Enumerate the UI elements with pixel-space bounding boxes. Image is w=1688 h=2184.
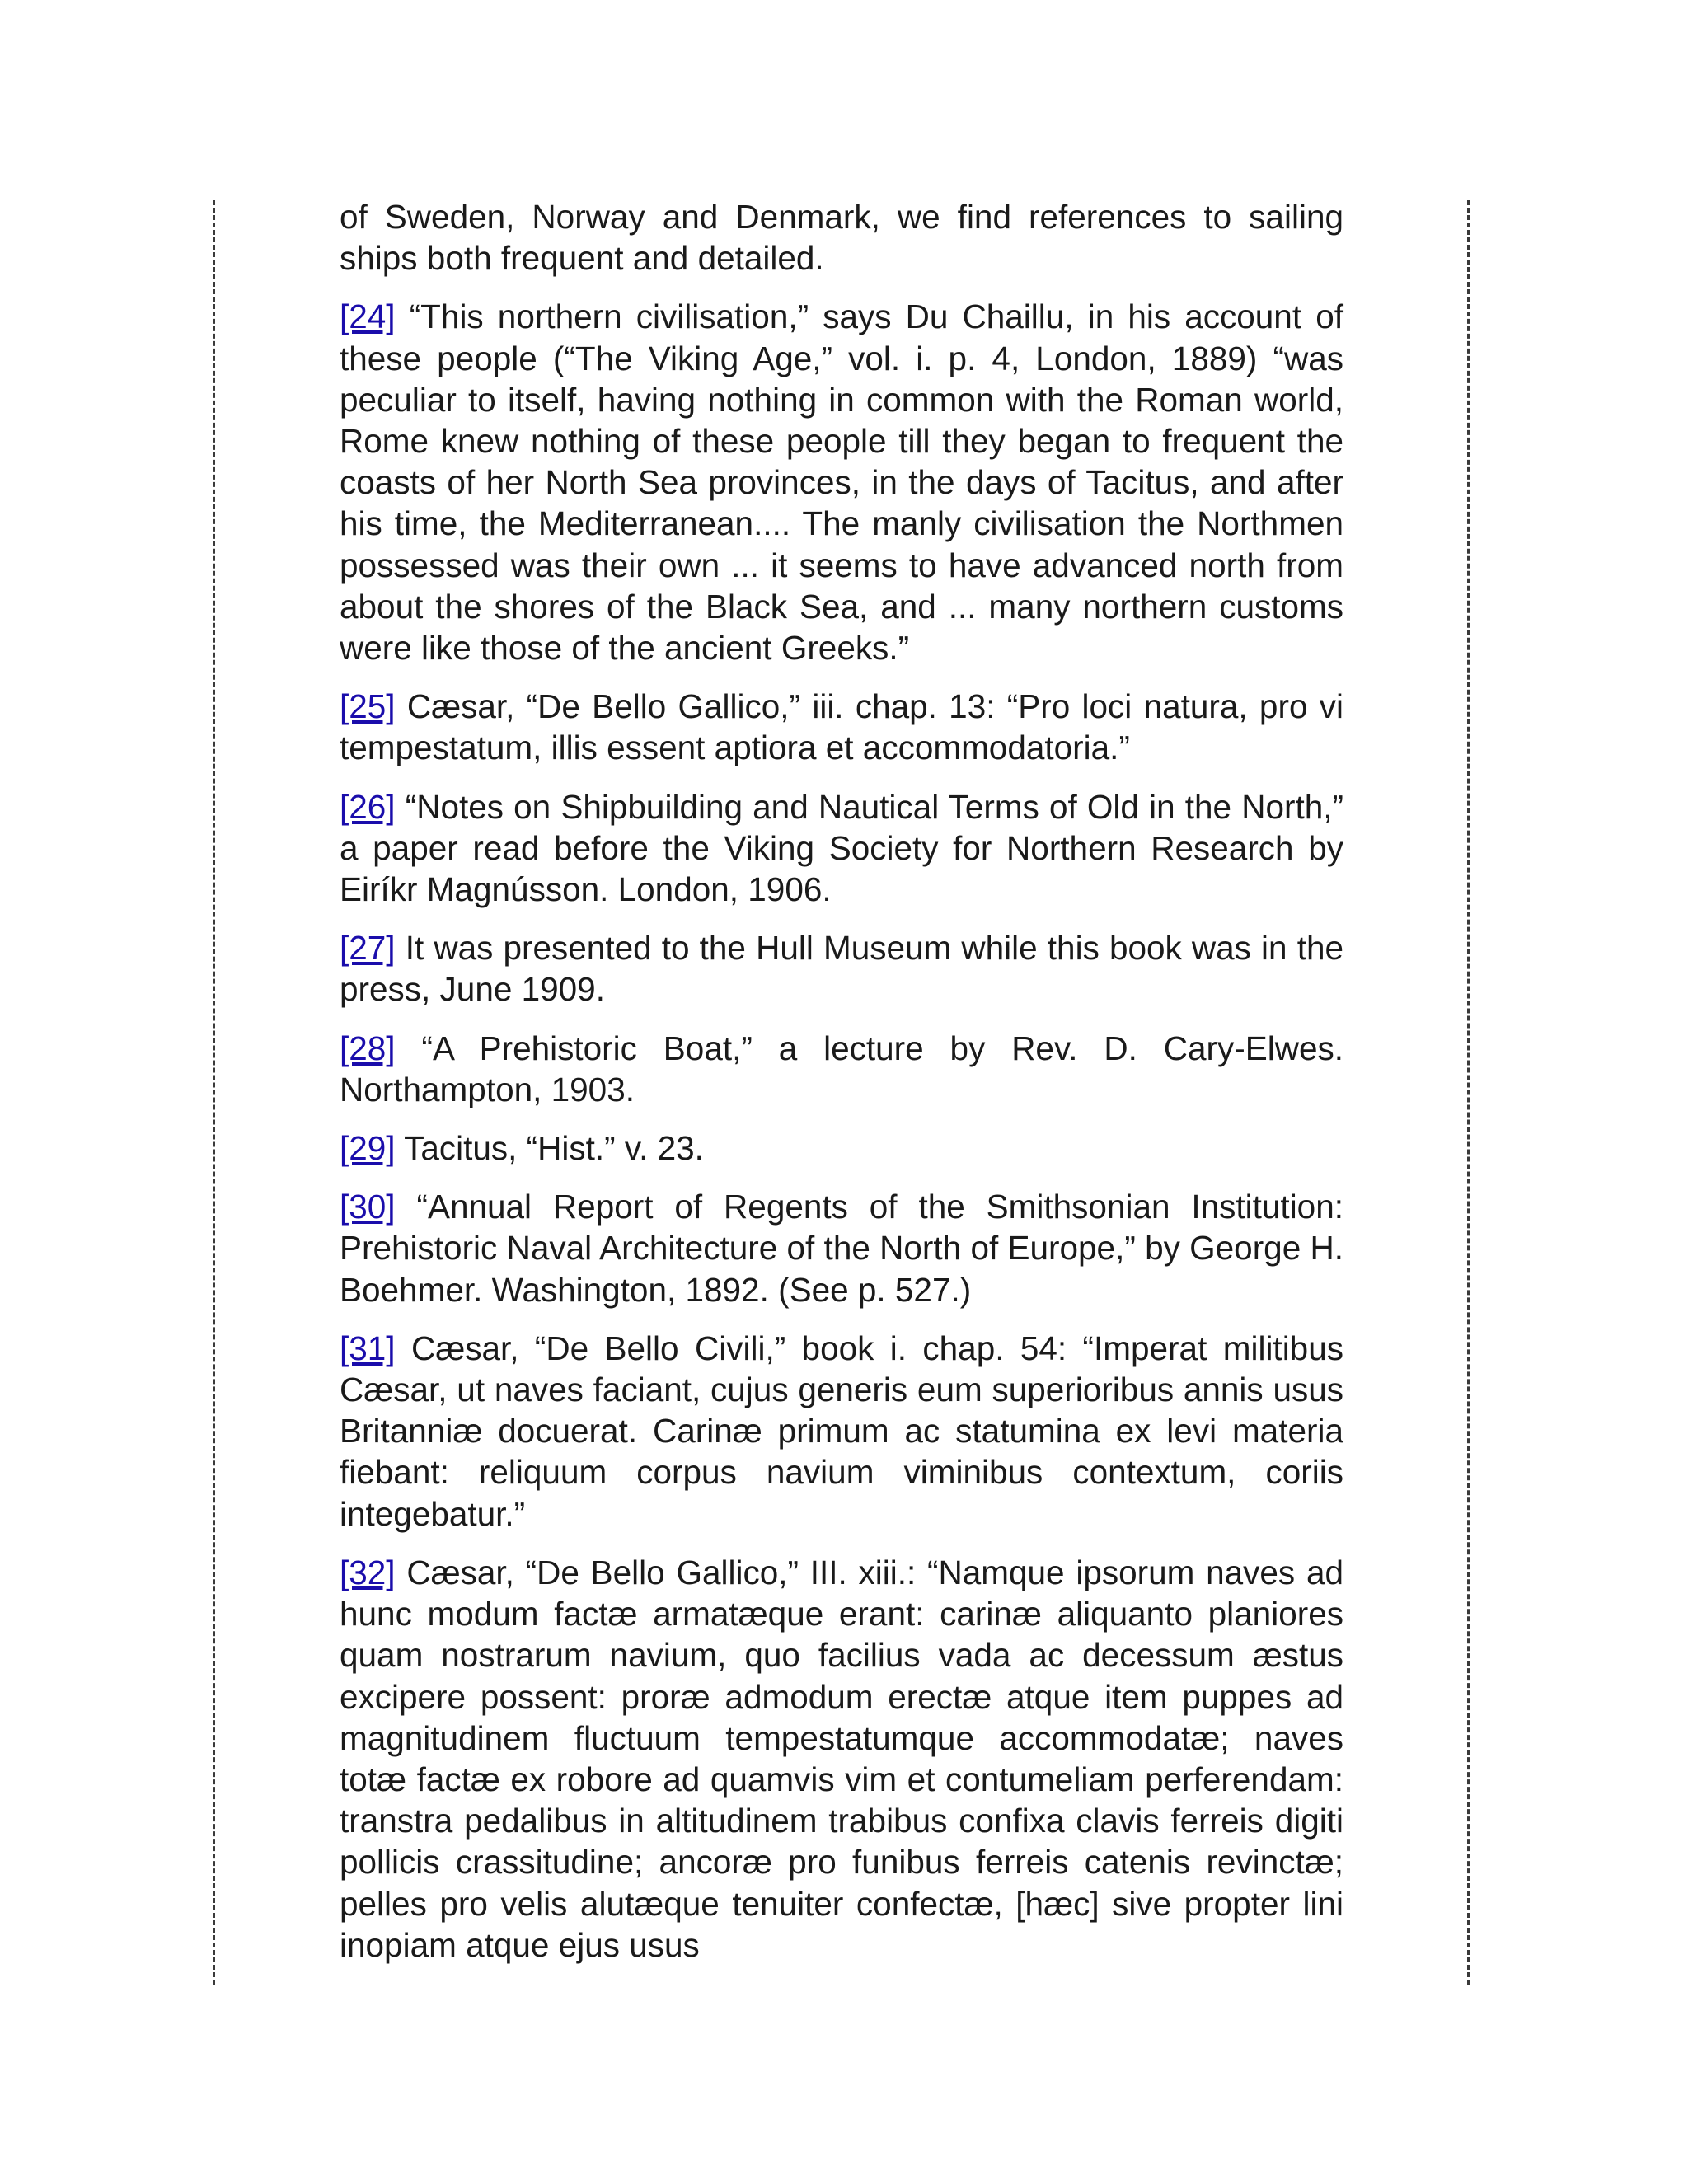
footnote-24 [340,296,1343,668]
footnote-ref-link[interactable]: [31] [340,1329,396,1367]
footnote-ref-link[interactable]: [30] [340,1188,396,1226]
footnote-continuation [340,196,1343,279]
footnote-text: Cæsar, “De Bello Gallico,” iii. chap. 13: “Pro loci natura, pro vi tempestatum, illis essent aptiora et accommodatoria.” [340,687,1343,767]
footnote-ref-link[interactable]: [32] [340,1553,396,1591]
footnote-32 [340,1552,1343,1966]
footnote-30 [340,1186,1343,1310]
footnote-text: “This northern civilisation,” says Du Chaillu, in his account of these people (“The Viking Age,” vol. i. p. 4, London, 1889) “was peculiar to itself, having nothing in common with the Roman world, Rome knew nothing of these people till they began to frequent the coasts of her North Sea provinces, in the days of Tacitus, and after his time, the Mediterranean.... The manly civilisation the Northmen possessed was their own ... it seems to have advanced north from about the shores of the Black Sea, and ... many northern customs were like those of the ancient Greeks.” [340,298,1343,668]
page-border-right [1467,200,1470,1985]
footnote-27 [340,927,1343,1010]
footnote-text: “A Prehistoric Boat,” a lecture by Rev. D. Cary-Elwes. Northampton, 1903. [340,1029,1343,1108]
footnote-text: It was presented to the Hull Museum while this book was in the press, June 1909. [340,929,1343,1009]
footnote-ref-link[interactable]: [26] [340,787,396,826]
footnote-ref-link[interactable]: [25] [340,687,396,726]
footnote-text: Cæsar, “De Bello Civili,” book i. chap. 54: “Imperat militibus Cæsar, ut naves faciant, cujus generis eum superioribus annis usus Britanniæ docuerat. Carinæ primum ac statumina ex levi materia fiebant: reliquum corpus navium viminibus contextum, coriis integebatur.” [340,1329,1343,1533]
footnote-28 [340,1028,1343,1110]
footnote-31 [340,1328,1343,1535]
footnote-text: Cæsar, “De Bello Gallico,” III. xiii.: “Namque ipsorum naves ad hunc modum factæ armatæque erant: carinæ aliquanto planiores quam nostrarum navium, quo facilius vada ac decessum æstus excipere possent: proræ admodum erectæ atque item puppes ad magnitudinem fluctuum tempestatumque accommodatæ; naves totæ factæ ex robore ad quamvis vim et contumeliam perferendam: transtra pedalibus in altitudinem trabibus confixa clavis ferreis digiti pollicis crassitudine; ancoræ pro funibus ferreis catenis revinctæ; pelles pro velis alutæque tenuiter confectæ, [hæc] sive propter lini inopiam atque ejus usus [340,1553,1343,1964]
footnote-text: “Notes on Shipbuilding and Nautical Terms of Old in the North,” a paper read before the Viking Society for Northern Research by Eiríkr Magnússon. London, 1906. [340,787,1343,909]
footnote-25 [340,686,1343,768]
footnote-ref-link[interactable]: [24] [340,298,396,336]
footnote-ref-link[interactable]: [28] [340,1029,396,1067]
footnote-text: Tacitus, “Hist.” v. 23. [404,1129,704,1168]
footnote-text: of Sweden, Norway and Denmark, we find references to sailing ships both frequent and detailed. [340,198,1343,278]
footnote-text: “Annual Report of Regents of the Smithsonian Institution: Prehistoric Naval Architecture of the North of Europe,” by George H. Boehmer. Washington, 1892. (See p. 527.) [340,1188,1343,1309]
footnote-29 [340,1127,1343,1169]
footnotes-section [340,196,1343,1983]
footnote-ref-link[interactable]: [29] [340,1129,396,1168]
footnote-ref-link[interactable]: [27] [340,929,396,968]
footnote-26 [340,786,1343,911]
page-border-left [213,200,215,1985]
